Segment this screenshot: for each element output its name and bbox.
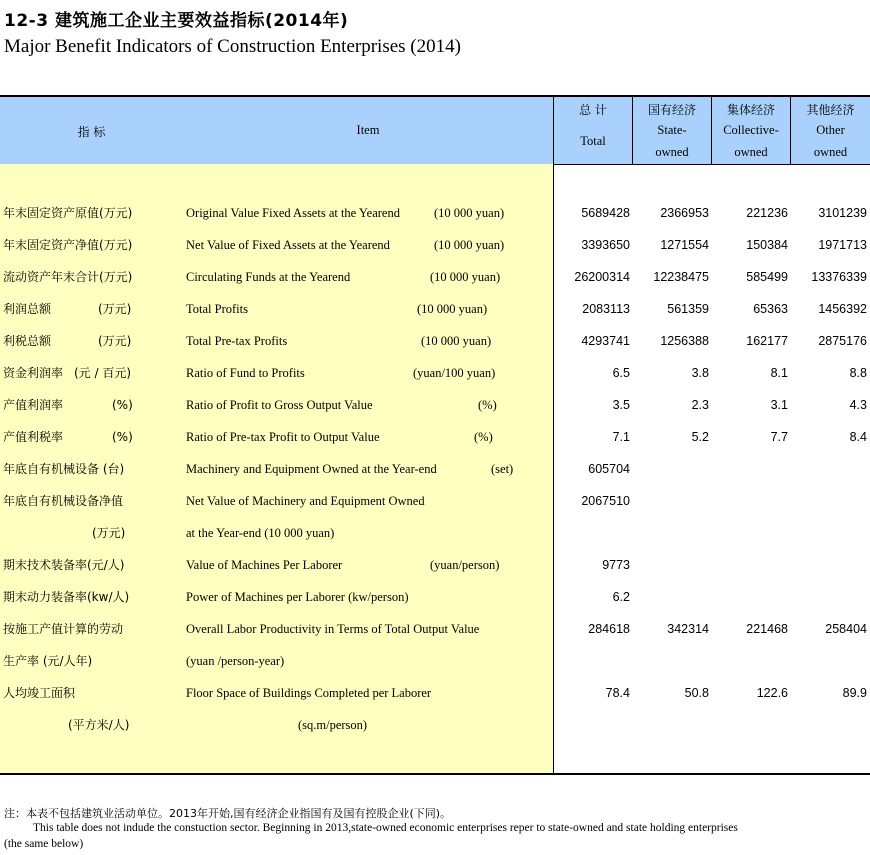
row-label-en: Total Profits — [186, 302, 248, 316]
table-row — [0, 396, 870, 414]
cell-total: 78.4 — [605, 686, 630, 700]
footnote-en-continued: (the same below) — [4, 838, 84, 850]
row-label-en: Ratio of Pre-tax Profit to Output Value — [186, 430, 380, 444]
cell-collective: 221236 — [746, 206, 788, 220]
table-title-cn: 12-3 建筑施工企业主要效益指标(2014年) — [4, 11, 349, 31]
header-state — [633, 97, 711, 164]
table-row — [0, 524, 870, 542]
header-state-en2: owned — [655, 145, 689, 159]
row-label-cn: 利税总额 — [3, 334, 52, 348]
row-unit: (%) — [474, 430, 493, 444]
header-other — [791, 97, 870, 164]
cell-collective: 8.1 — [770, 366, 788, 380]
cell-state: 1256388 — [660, 334, 709, 348]
cell-collective: 65363 — [753, 302, 788, 316]
row-label-en: Ratio of Fund to Profits — [186, 366, 305, 380]
cell-total: 2067510 — [581, 494, 630, 508]
row-label-cn: 期末技术装备率(元/人) — [3, 558, 125, 572]
cell-other: 1971713 — [818, 238, 867, 252]
table-row — [0, 300, 870, 318]
cell-other: 89.9 — [842, 686, 867, 700]
column-divider — [711, 97, 712, 164]
cell-state: 50.8 — [684, 686, 709, 700]
column-divider — [632, 97, 633, 164]
row-label-cn: 资金利润率 — [3, 366, 64, 380]
table-row — [0, 620, 870, 638]
row-label-cn: 按施工产值计算的劳动 — [3, 622, 124, 636]
row-label-en: Floor Space of Buildings Completed per Laborer — [186, 686, 432, 700]
header-total-en: Total — [580, 134, 606, 148]
indicator-table — [0, 95, 870, 775]
table-row — [0, 236, 870, 254]
header-total — [554, 97, 632, 164]
cell-total: 2083113 — [582, 302, 630, 316]
cell-state: 2.3 — [691, 398, 709, 412]
row-label-en: Circulating Funds at the Yearend — [186, 270, 351, 284]
cell-total: 7.1 — [612, 430, 630, 444]
row-label-en: Net Value of Fixed Assets at the Yearend — [186, 238, 390, 252]
row-unit: (10 000 yuan) — [434, 238, 505, 252]
row-label-en: Net Value of Machinery and Equipment Owned — [186, 494, 425, 508]
header-item-en: Item — [356, 123, 380, 137]
row-unit: (10 000 yuan) — [417, 302, 488, 316]
row-label-cn: 产值利税率 — [3, 430, 64, 444]
cell-other: 8.4 — [849, 430, 867, 444]
row-label-cn: (平方米/人) — [68, 718, 130, 732]
cell-other: 13376339 — [811, 270, 867, 284]
cell-total: 3.5 — [612, 398, 630, 412]
row-label-cn: 年底自有机械设备净值 — [3, 494, 124, 508]
row-label-cn: 利润总额 — [3, 302, 52, 316]
table-row — [0, 716, 870, 734]
row-unit: (10 000 yuan) — [434, 206, 505, 220]
cell-collective: 122.6 — [756, 686, 788, 700]
header-indicator-item — [0, 97, 553, 164]
row-label-cn-unit: (%) — [112, 430, 133, 444]
header-other-en2: owned — [813, 145, 848, 159]
cell-collective: 7.7 — [770, 430, 788, 444]
header-total-cn: 总 计 — [579, 103, 607, 117]
cell-state: 3.8 — [691, 366, 709, 380]
cell-collective: 585499 — [746, 270, 788, 284]
table-row — [0, 364, 870, 382]
header-indicator-cn: 指 标 — [77, 125, 106, 139]
row-label-en: (sq.m/person) — [298, 718, 368, 732]
cell-other: 258404 — [825, 622, 867, 636]
cell-state: 12238475 — [653, 270, 709, 284]
row-label-en: Machinery and Equipment Owned at the Year-end — [186, 462, 437, 476]
row-unit: (10 000 yuan) — [430, 270, 501, 284]
table-row — [0, 428, 870, 446]
cell-state: 342314 — [667, 622, 709, 636]
row-label-cn-unit: (万元) — [98, 334, 132, 348]
table-row — [0, 460, 870, 478]
row-label-en: at the Year-end (10 000 yuan) — [186, 526, 335, 540]
table-row — [0, 204, 870, 222]
table-row — [0, 556, 870, 574]
table-row — [0, 588, 870, 606]
cell-total: 3393650 — [581, 238, 630, 252]
row-label-cn-unit: (万元) — [98, 302, 132, 316]
cell-other: 8.8 — [849, 366, 867, 380]
row-unit: (yuan/100 yuan) — [413, 366, 496, 380]
cell-total: 6.5 — [612, 366, 630, 380]
table-row — [0, 684, 870, 702]
cell-collective: 162177 — [746, 334, 788, 348]
cell-other: 4.3 — [849, 398, 867, 412]
row-label-en: Total Pre-tax Profits — [186, 334, 288, 348]
cell-total: 605704 — [588, 462, 630, 476]
cell-other: 3101239 — [818, 206, 867, 220]
header-other-en1: Other — [816, 123, 845, 137]
cell-collective: 3.1 — [770, 398, 788, 412]
row-unit: (yuan/person) — [430, 558, 500, 572]
row-label-en: Original Value Fixed Assets at the Yearend — [186, 206, 400, 220]
cell-state: 2366953 — [660, 206, 709, 220]
header-collective-en1: Collective- — [723, 123, 779, 137]
row-unit: (%) — [478, 398, 497, 412]
cell-other: 1456392 — [818, 302, 867, 316]
row-label-en: Overall Labor Productivity in Terms of Total Output Value — [186, 622, 480, 636]
cell-state: 5.2 — [691, 430, 709, 444]
footnote-en: This table does not indude the constuction sector. Beginning in 2013,state-owned economic enterprises reper to state-owned and state holding enterprises — [33, 822, 738, 834]
cell-state: 561359 — [667, 302, 709, 316]
table-header — [0, 97, 870, 165]
row-label-cn-unit: (%) — [112, 398, 133, 412]
header-other-cn: 其他经济 — [806, 103, 855, 117]
table-row — [0, 492, 870, 510]
header-state-cn: 国有经济 — [647, 103, 696, 117]
row-label-en: (yuan /person-year) — [186, 654, 285, 668]
cell-total: 9773 — [602, 558, 630, 572]
row-label-cn: 生产率 (元/人年) — [3, 654, 93, 668]
row-label-cn: 年底自有机械设备 (台) — [3, 462, 125, 476]
cell-total: 4293741 — [581, 334, 630, 348]
cell-total: 5689428 — [581, 206, 630, 220]
cell-total: 26200314 — [574, 270, 630, 284]
header-state-en1: State- — [657, 123, 687, 137]
row-label-en: Power of Machines per Laborer (kw/person) — [186, 590, 409, 604]
cell-collective: 221468 — [746, 622, 788, 636]
cell-other: 2875176 — [818, 334, 867, 348]
row-label-cn: 期末动力装备率(kw/人) — [3, 590, 130, 604]
header-collective — [712, 97, 790, 164]
row-unit: (set) — [491, 462, 514, 476]
table-row — [0, 332, 870, 350]
column-divider — [790, 97, 791, 164]
row-label-cn: 人均竣工面积 — [3, 686, 76, 700]
row-label-en: Value of Machines Per Laborer — [186, 558, 343, 572]
row-unit: (10 000 yuan) — [421, 334, 492, 348]
row-label-cn: 年末固定资产净值(万元) — [3, 238, 133, 252]
cell-state: 1271554 — [660, 238, 709, 252]
table-row — [0, 268, 870, 286]
row-label-cn-unit: (元 / 百元) — [74, 366, 132, 380]
header-collective-cn: 集体经济 — [726, 103, 775, 117]
cell-collective: 150384 — [746, 238, 788, 252]
row-label-cn: 年末固定资产原值(万元) — [3, 206, 133, 220]
table-row — [0, 652, 870, 670]
row-label-cn: 产值利润率 — [3, 398, 64, 412]
row-label-en: Ratio of Profit to Gross Output Value — [186, 398, 373, 412]
row-label-cn: (万元) — [92, 526, 126, 540]
table-title-en: Major Benefit Indicators of Construction Enterprises (2014) — [4, 36, 461, 57]
cell-total: 284618 — [588, 622, 630, 636]
header-collective-en2: owned — [734, 145, 768, 159]
footnote-cn: 注：本表不包括建筑业活动单位。2013年开始,国有经济企业指国有及国有控股企业(下同)。 — [4, 807, 452, 820]
cell-total: 6.2 — [612, 590, 630, 604]
row-label-cn: 流动资产年末合计(万元) — [3, 270, 133, 284]
